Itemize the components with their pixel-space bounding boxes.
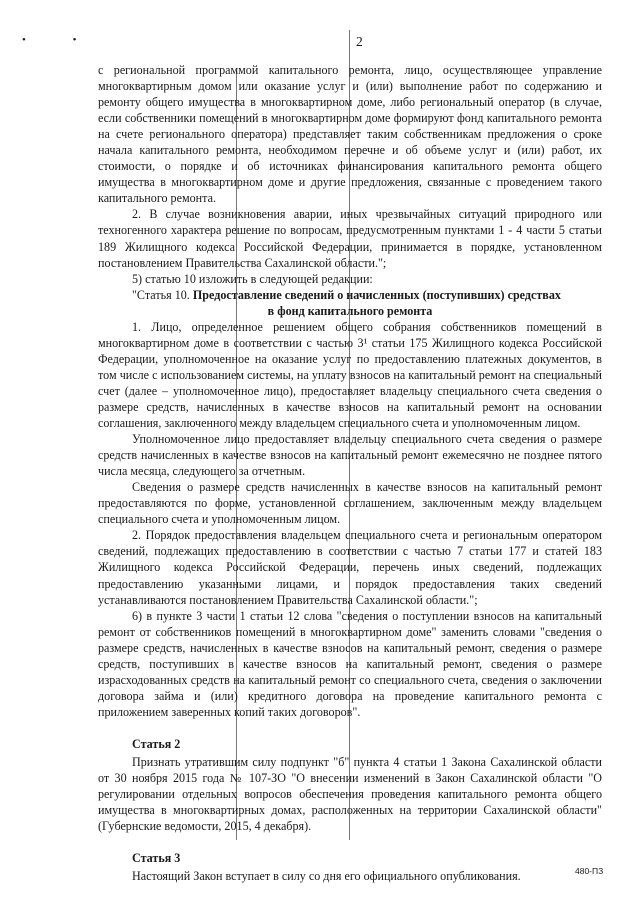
paragraph: 6) в пункте 3 части 1 статьи 12 слова "сведения о поступлении взносов на капитальный ремонт от собственников помещений в многоквартирном доме" заменить словами "сведения о размере средств, начисленных в качестве взносов на капитальный ремонт, сведения о размере средств, поступивших в качестве взносов на капитальный ремонт, сведения о размере израсходованных средств на капитальный ремонт со специального счета, сведения о заключении договора займа и (или) кредитного договора на проведение капитального ремонта с приложением заверенных копий таких договоров".: [98, 608, 602, 719]
paragraph: Настоящий Закон вступает в силу со дня его официального опубликования.: [132, 869, 521, 884]
paragraph: 2. В случае возникновения аварии, иных чрезвычайных ситуаций природного или техногенного характера решение по вопросам, предусмотренным пунктами 1 - 4 части 5 статьи 189 Жилищного кодекса Российской Федерации, принимается в порядке, установленном постановлением Правительства Сахалинской области.";: [98, 207, 602, 270]
article-title-line2: в фонд капитального ремонта: [267, 303, 433, 318]
document-body: [98, 62, 602, 884]
paragraph: Сведения о размере средств начисленных в качестве взносов на капитальный ремонт предоставляются по форме, установленной соглашением, заключенным между владельцем специального счета и уполномоченным лицом.: [98, 480, 602, 527]
paragraph: 2. Порядок предоставления владельцем специального счета и региональным оператором сведений, подлежащих предоставлению в соответствии с частью 7 статьи 177 и статей 183 Жилищного кодекса Российской Федерации, перечень иных сведений, подлежащих предоставлению указанными лицами, и порядок предоставления таких сведений устанавливаются постановлением Правительства Сахалинской области.";: [98, 528, 602, 607]
page-number: 2: [356, 34, 363, 49]
article-heading: Статья 2: [132, 736, 181, 751]
paragraph: с региональной программой капитального ремонта, лицо, осуществляющее управление многоквартирным домом или оказание услуг и (или) выполнение работ по содержанию и ремонту общего имущества в многоквартирном доме, либо региональный оператор (в случае, если собственники помещений в многоквартирном доме формируют фонд капитального ремонта на счете регионального оператора) представляет таким собственникам предложения о сроке начала капитального ремонта, необходимом перечне и об объеме услуг и (или) работ, их стоимости, о порядке и об источниках финансирования капитального ремонта общего имущества в многоквартирном доме и другие предложения, связанные с проведением такого капитального ремонта.: [98, 63, 602, 206]
paragraph: 5) статью 10 изложить в следующей редакции:: [132, 271, 373, 286]
scan-marks: • •: [22, 34, 99, 46]
document-code: 480-ПЗ: [575, 866, 604, 876]
article-title: [98, 287, 602, 303]
article-title-line: Предоставление сведений о начисленных (поступивших) средствах: [192, 287, 561, 302]
paragraph: Признать утратившим силу подпункт "б" пункта 4 статьи 1 Закона Сахалинской области от 30 ноября 2015 года № 107-ЗО "О внесении изменений в Закон Сахалинской области "О регулировании отдельных вопросов обеспечения проведения капитального ремонта общего имущества в многоквартирных домах, расположенных на территории Сахалинской области" (Губернские ведомости, 2015, 4 декабря).: [98, 754, 602, 834]
article-heading: Статья 3: [132, 851, 181, 866]
paragraph: 1. Лицо, определенное решением общего собрания собственников помещений в многоквартирном доме в соответствии с частью 3¹ статьи 175 Жилищного кодекса Российской Федерации, уполномоченное на оказание услуг по предоставлению платежных документов, в том числе с использованием системы, на уплату взносов на капитальный ремонт на специальный счет (далее – уполномоченное лицо), предоставляет владельцу специального счета сведения о размере средств, начисленных в качестве взносов на капитальный ремонт на основании соглашения, заключенного между владельцем специального счета и уполномоченным лицом.: [98, 319, 602, 431]
article-title-lead: "Статья 10.: [132, 287, 193, 302]
paragraph: Уполномоченное лицо предоставляет владельцу специального счета сведения о размере средств начисленных в качестве взносов на капитальный ремонт ежемесячно не позднее пятого числа месяца, следующего за отчетным.: [98, 432, 602, 479]
